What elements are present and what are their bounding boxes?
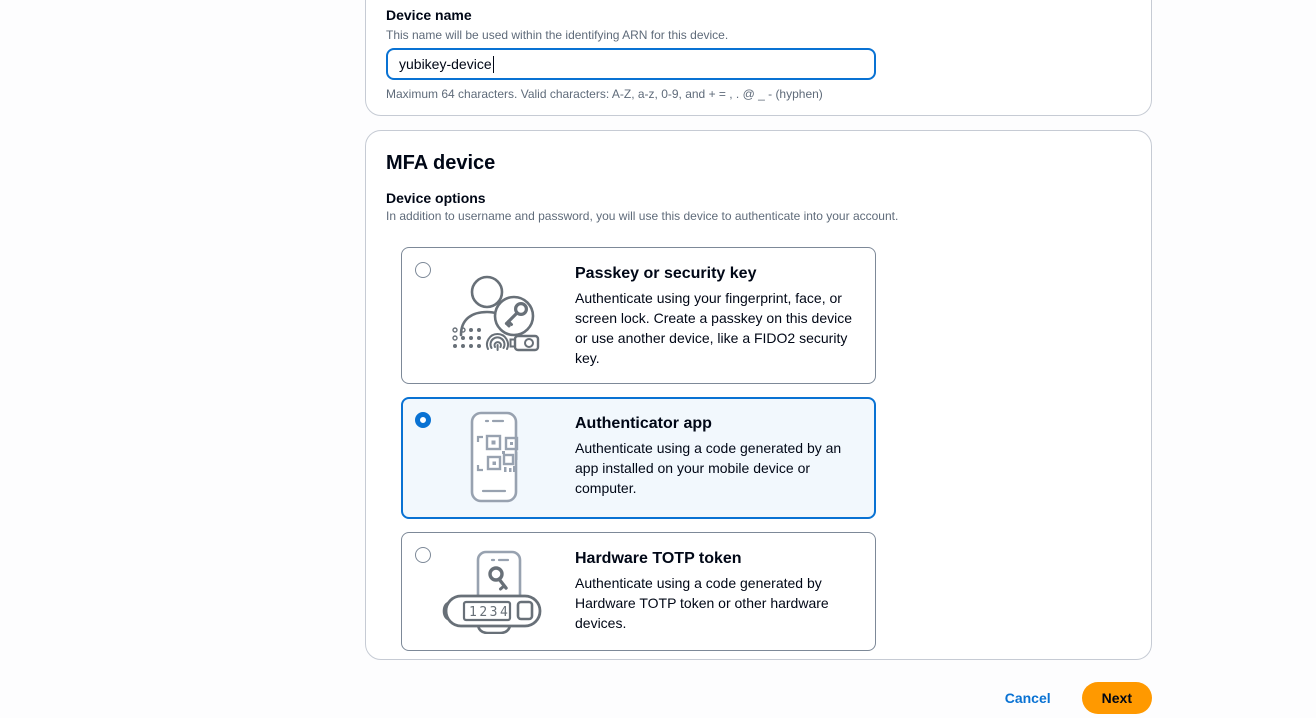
option-title-passkey: Passkey or security key <box>575 265 757 282</box>
device-options-group <box>401 247 1131 651</box>
option-authenticator-app[interactable] <box>401 397 876 519</box>
option-desc-authenticator: Authenticate using a code generated by an app installed on your mobile device or computer. <box>575 440 842 496</box>
device-name-card <box>365 0 1152 116</box>
device-name-input[interactable] <box>386 48 876 80</box>
option-title-authenticator: Authenticator app <box>575 415 712 432</box>
option-hardware-totp-token[interactable] <box>401 532 876 651</box>
next-button[interactable]: Next <box>1082 682 1152 714</box>
device-options-help: In addition to username and password, you will use this device to authenticate into your account. <box>386 209 899 223</box>
option-desc-passkey: Authenticate using your fingerprint, face, or screen lock. Create a passkey on this device or use another device, like a FIDO2 security key. <box>575 290 853 366</box>
device-name-help: This name will be used within the identifying ARN for this device. <box>386 28 729 42</box>
device-options-label: Device options <box>386 190 486 206</box>
cancel-button[interactable]: Cancel <box>1004 690 1051 706</box>
device-name-constraint: Maximum 64 characters. Valid characters: A-Z, a-z, 0-9, and + = , . @ _ - (hyphen) <box>386 87 823 101</box>
device-name-input-value: yubikey-device <box>399 56 492 72</box>
passkey-security-key-icon <box>431 272 559 360</box>
mfa-device-card <box>365 130 1152 660</box>
totp-display-code: 1234 <box>469 604 511 620</box>
option-desc-hardware-totp: Authenticate using a code generated by Hardware TOTP token or other hardware devices. <box>575 575 829 631</box>
device-name-label: Device name <box>386 7 472 23</box>
radio-passkey-unchecked[interactable] <box>415 262 431 278</box>
option-passkey-or-security-key[interactable] <box>401 247 876 384</box>
hardware-totp-token-icon <box>431 550 559 634</box>
wizard-footer <box>365 682 1152 714</box>
option-title-hardware-totp: Hardware TOTP token <box>575 550 742 567</box>
radio-hardware-totp-unchecked[interactable] <box>415 547 431 563</box>
radio-authenticator-checked[interactable] <box>415 412 431 428</box>
mfa-card-title: MFA device <box>386 152 496 174</box>
authenticator-app-icon <box>431 410 559 506</box>
text-cursor <box>493 56 494 73</box>
